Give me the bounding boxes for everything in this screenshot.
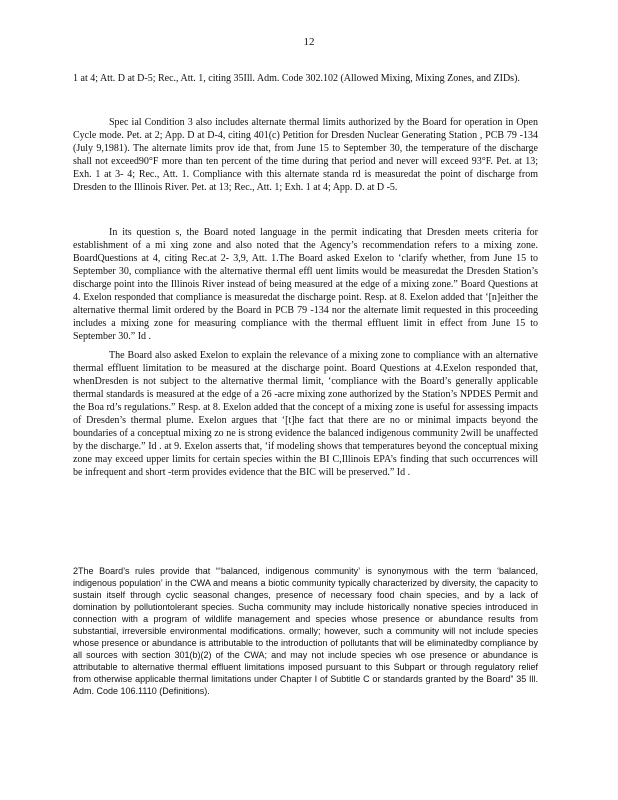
paragraph-mixing-zone-relevance: The Board also asked Exelon to explain the relevance of a mixing zone to compliance with an alternative thermal effluent limitation to be measured at the discharge point. Board Questions at 4.Exelon responded that, whenDresden is not subject to the alternative thermal limit, ‘compliance with the Board’s generally applicable thermal standards is measured at the edge of a 26 -acre mixing zone authorized by the Station’s NPDES Permit and the Boa rd’s regulations.” Resp. at 8. Exelon added that the concept of a mixing zone is useful for assessing impacts of Dresden’s thermal plume. Exelon argues that ‘[t]he fact that there are no or minimal impacts beyond the boundaries of a conceptual mixing zo ne is strong evidence the balanced indigenous community 2will be unaffected by the discharge.” Id . at 9. Exelon asserts that, ‘if modeling shows that temperatures beyond the conceptual mixing zone may exceed upper limits for certain species within the BI C,Illinois EPA’s finding that such occurrences will be infrequent and short -term provides evidence that the BIC will be preserved.” Id . [73, 350, 538, 478]
paragraph-special-condition: Spec ial Condition 3 also includes alternate thermal limits authorized by the Board for operation in Open Cycle mode. Pet. at 2; App. D at D-4, citing 401(c) Petition for Dresden Nuclear Generating Station , PCB 79 -134 (July 9,1981). The alternate limits prov ide that, from June 15 to September 30, the temperature of the discharge shall not exceed90°F more than ten percent of the time during that period and never will exceed 93°F. Pet. at 13; Exh. 1 at 3- 4; Rec., Att. 1. Compliance with this alternate standa rd is measuredat the point of discharge from Dresden to the Illinois River. Pet. at 13; Rec., Att. 1; Exh. 1 at 4; App. D. at D -5. [73, 117, 538, 193]
footnote: 2The Board’s rules provide that “‘balanced, indigenous community’ is synonymous with the term ‘balanced, indigenous population’ in the CWA and means a biotic community typically characterized by diversity, the capacity to sustain itself through cyclic seasonal changes, presence of necessary food chain species, and by a lack of domination by pollutiontolerant species. Sucha community may include historically nonative species introduced in connection with a program of wildlife management and species whose presence or abundance results from substantial, irreversible environmental modifications. ormally; however, such a community will not include species whose presence or abundance is attributable to the introduction of pollutants that will be eliminatedby compliance by all sources with section 301(b)(2) of the CWA; and may not include species wh ose presence or abundance is attributable to alternative thermal effluent limitations imposed pursuant to this Subpart or through regulatory relief from otherwise applicable thermal limitations under Chapter I of Subtitle C or standards granted by the Board” 35 Ill. Adm. Code 106.1110 (Definitions). [73, 566, 538, 696]
page-number: 12 [303, 36, 315, 48]
paragraph-board-questions: In its question s, the Board noted language in the permit indicating that Dresden meets criteria for establishment of a mi xing zone and also noted that the Agency’s recommendation refers to a mixing zone. BoardQuestions at 4, citing Rec.at 2- 3,9, Att. 1.The Board asked Exelon to ‘clarify whether, from June 15 to September 30, compliance with the alternative thermal effl uent limits would be measuredat the Dresden Station’s discharge point into the Illinois River instead of being measured at the edge of a mixing zone.” Board Questions at 4. Exelon responded that compliance is measuredat the discharge point. Resp. at 8. Exelon added that ‘[n]either the alternative thermal limit ordered by the Board in PCB 79 -134 nor the alternate limit requested in this proceeding includes a mixing zone for measuring compliance with the thermal effluent limit in effect from June 15 to September 30.” Id . [73, 227, 538, 342]
paragraph-continuation: 1 at 4; Att. D at D-5; Rec., Att. 1, citing 35Ill. Adm. Code 302.102 (Allowed Mixing, Mixing Zones, and ZIDs). [73, 73, 520, 84]
